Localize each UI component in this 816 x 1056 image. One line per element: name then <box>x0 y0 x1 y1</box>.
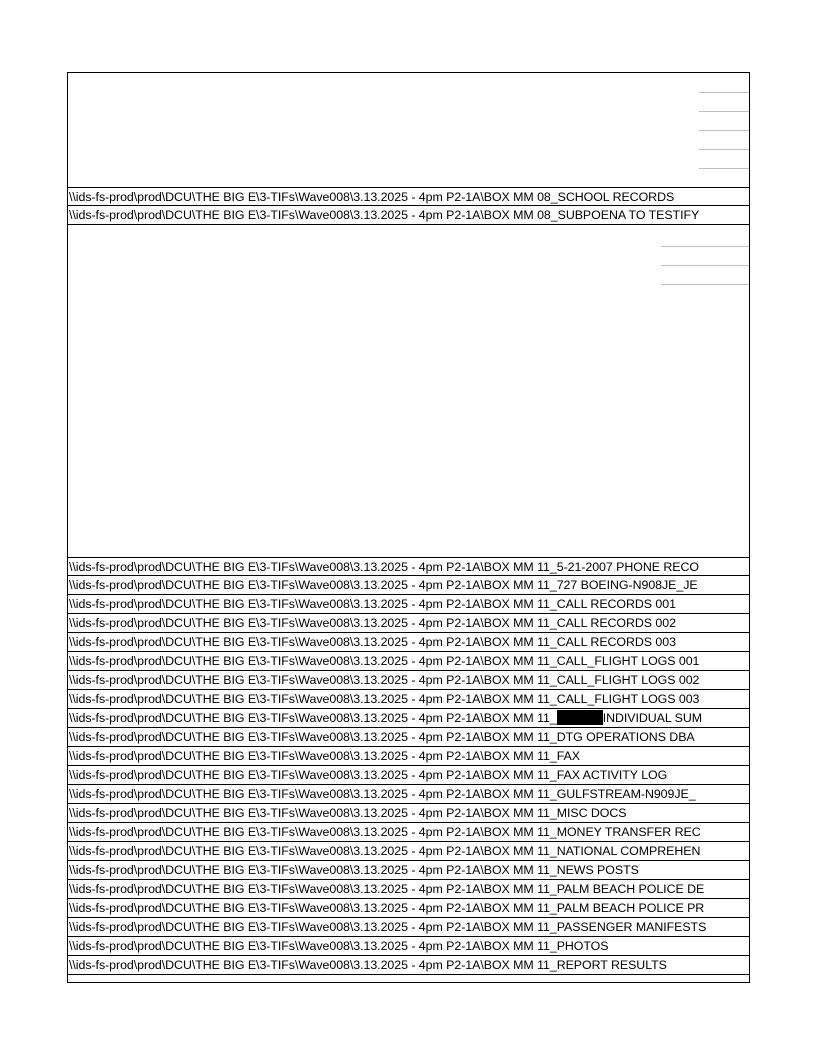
file-path-text <box>69 577 698 594</box>
file-name: NEWS POSTS <box>556 863 639 877</box>
file-name: SUBPOENA TO TESTIFY <box>557 208 700 222</box>
file-path-row <box>68 728 749 747</box>
file-path-sheet <box>67 72 750 983</box>
folder-path: \\ids-fs-prod\prod\DCU\THE BIG E\3-TIFs\Wave008\3.13.2025 - 4pm P2-1A\BOX MM 11_ <box>69 711 557 725</box>
file-name: PALM BEACH POLICE DE <box>556 882 705 896</box>
file-name: REPORT RESULTS <box>556 958 667 972</box>
file-path-text <box>69 824 701 841</box>
file-path-row <box>68 671 749 690</box>
gridline <box>699 130 749 131</box>
file-path-row <box>68 595 749 614</box>
file-name: CALL RECORDS 001 <box>556 597 676 611</box>
file-path-row <box>68 937 749 956</box>
file-name: PASSENGER MANIFESTS <box>556 920 707 934</box>
file-path-row <box>68 187 749 206</box>
file-name: CALL_FLIGHT LOGS 002 <box>556 673 700 687</box>
file-path-row <box>68 956 749 975</box>
folder-path: \\ids-fs-prod\prod\DCU\THE BIG E\3-TIFs\Wave008\3.13.2025 - 4pm P2-1A\BOX MM 11_ <box>69 635 557 649</box>
gridline <box>661 265 749 266</box>
file-name: PALM BEACH POLICE PR <box>556 901 705 915</box>
file-path-row <box>68 690 749 709</box>
file-path-row <box>68 576 749 595</box>
file-path-row <box>68 206 749 225</box>
file-path-row <box>68 652 749 671</box>
gridline <box>699 111 749 112</box>
folder-path: \\ids-fs-prod\prod\DCU\THE BIG E\3-TIFs\Wave008\3.13.2025 - 4pm P2-1A\BOX MM 11_ <box>69 616 557 630</box>
file-path-text <box>69 672 699 689</box>
file-path-row <box>68 861 749 880</box>
file-name: INDIVIDUAL SUM <box>602 711 703 725</box>
file-path-text <box>69 843 700 860</box>
file-path-text <box>69 862 639 879</box>
gridline <box>661 284 749 285</box>
file-path-text <box>69 786 696 803</box>
file-path-text <box>69 710 702 727</box>
file-path-text <box>69 615 676 632</box>
file-path-row <box>68 614 749 633</box>
file-name: DTG OPERATIONS DBA <box>556 730 695 744</box>
file-name: SCHOOL RECORDS <box>557 190 675 204</box>
gridline <box>661 246 749 247</box>
folder-path: \\ids-fs-prod\prod\DCU\THE BIG E\3-TIFs\Wave008\3.13.2025 - 4pm P2-1A\BOX MM 11_ <box>69 730 557 744</box>
file-path-text <box>69 919 706 936</box>
file-path-text <box>69 900 704 917</box>
file-path-row <box>68 633 749 652</box>
folder-path: \\ids-fs-prod\prod\DCU\THE BIG E\3-TIFs\Wave008\3.13.2025 - 4pm P2-1A\BOX MM 11_ <box>69 578 557 592</box>
folder-path: \\ids-fs-prod\prod\DCU\THE BIG E\3-TIFs\Wave008\3.13.2025 - 4pm P2-1A\BOX MM 11_ <box>69 560 557 574</box>
file-path-row <box>68 785 749 804</box>
gridline <box>699 149 749 150</box>
folder-path: \\ids-fs-prod\prod\DCU\THE BIG E\3-TIFs\Wave008\3.13.2025 - 4pm P2-1A\BOX MM 11_ <box>69 597 557 611</box>
folder-path: \\ids-fs-prod\prod\DCU\THE BIG E\3-TIFs\Wave008\3.13.2025 - 4pm P2-1A\BOX MM 11_ <box>69 863 557 877</box>
file-path-row <box>68 804 749 823</box>
file-path-row <box>68 899 749 918</box>
file-name: GULFSTREAM-N909JE_ <box>556 787 696 801</box>
file-path-text <box>69 207 699 224</box>
file-path-text <box>69 634 676 651</box>
folder-path: \\ids-fs-prod\prod\DCU\THE BIG E\3-TIFs\Wave008\3.13.2025 - 4pm P2-1A\BOX MM 11_ <box>69 692 557 706</box>
file-path-row <box>68 766 749 785</box>
folder-path: \\ids-fs-prod\prod\DCU\THE BIG E\3-TIFs\Wave008\3.13.2025 - 4pm P2-1A\BOX MM 11_ <box>69 749 557 763</box>
file-name: FAX ACTIVITY LOG <box>556 768 668 782</box>
file-name: CALL_FLIGHT LOGS 001 <box>556 654 700 668</box>
folder-path: \\ids-fs-prod\prod\DCU\THE BIG E\3-TIFs\Wave008\3.13.2025 - 4pm P2-1A\BOX MM 11_ <box>69 673 557 687</box>
file-path-text <box>69 691 699 708</box>
file-path-text <box>69 957 667 974</box>
file-path-text <box>69 938 609 955</box>
file-path-text <box>69 729 695 746</box>
folder-path: \\ids-fs-prod\prod\DCU\THE BIG E\3-TIFs\Wave008\3.13.2025 - 4pm P2-1A\BOX MM 11_ <box>69 844 557 858</box>
file-path-text <box>69 748 580 765</box>
file-path-row <box>68 918 749 937</box>
file-path-row <box>68 842 749 861</box>
file-path-row <box>68 823 749 842</box>
file-path-row <box>68 709 749 728</box>
folder-path: \\ids-fs-prod\prod\DCU\THE BIG E\3-TIFs\Wave008\3.13.2025 - 4pm P2-1A\BOX MM 11_ <box>69 882 557 896</box>
file-name: PHOTOS <box>556 939 609 953</box>
file-path-row <box>68 557 749 576</box>
redaction-bar <box>557 710 603 725</box>
file-name: CALL RECORDS 003 <box>556 635 676 649</box>
file-path-text <box>69 805 626 822</box>
file-name: CALL RECORDS 002 <box>556 616 676 630</box>
folder-path: \\ids-fs-prod\prod\DCU\THE BIG E\3-TIFs\Wave008\3.13.2025 - 4pm P2-1A\BOX MM 11_ <box>69 654 557 668</box>
file-path-text <box>69 596 676 613</box>
file-path-text <box>69 881 704 898</box>
file-name: 5-21-2007 PHONE RECO <box>556 560 699 574</box>
folder-path: \\ids-fs-prod\prod\DCU\THE BIG E\3-TIFs\Wave008\3.13.2025 - 4pm P2-1A\BOX MM 11_ <box>69 806 557 820</box>
file-path-row <box>68 747 749 766</box>
gridline <box>699 92 749 93</box>
file-name: NATIONAL COMPREHEN <box>556 844 701 858</box>
file-name: CALL_FLIGHT LOGS 003 <box>556 692 700 706</box>
file-name: FAX <box>556 749 580 763</box>
file-name: MISC DOCS <box>556 806 627 820</box>
folder-path: \\ids-fs-prod\prod\DCU\THE BIG E\3-TIFs\Wave008\3.13.2025 - 4pm P2-1A\BOX MM 11_ <box>69 958 557 972</box>
folder-path: \\ids-fs-prod\prod\DCU\THE BIG E\3-TIFs\Wave008\3.13.2025 - 4pm P2-1A\BOX MM 11_ <box>69 920 557 934</box>
file-name: 727 BOEING-N908JE_JE <box>556 578 698 592</box>
folder-path: \\ids-fs-prod\prod\DCU\THE BIG E\3-TIFs\Wave008\3.13.2025 - 4pm P2-1A\BOX MM 08_ <box>69 190 558 204</box>
file-path-text <box>69 767 667 784</box>
folder-path: \\ids-fs-prod\prod\DCU\THE BIG E\3-TIFs\Wave008\3.13.2025 - 4pm P2-1A\BOX MM 11_ <box>69 825 557 839</box>
right-border-gap <box>747 289 750 559</box>
folder-path: \\ids-fs-prod\prod\DCU\THE BIG E\3-TIFs\Wave008\3.13.2025 - 4pm P2-1A\BOX MM 11_ <box>69 787 557 801</box>
folder-path: \\ids-fs-prod\prod\DCU\THE BIG E\3-TIFs\Wave008\3.13.2025 - 4pm P2-1A\BOX MM 08_ <box>69 208 558 222</box>
folder-path: \\ids-fs-prod\prod\DCU\THE BIG E\3-TIFs\Wave008\3.13.2025 - 4pm P2-1A\BOX MM 11_ <box>69 901 557 915</box>
file-path-text <box>69 653 699 670</box>
file-name: MONEY TRANSFER REC <box>556 825 701 839</box>
file-path-row <box>68 880 749 899</box>
file-path-text <box>69 559 699 576</box>
file-path-text <box>69 189 674 206</box>
folder-path: \\ids-fs-prod\prod\DCU\THE BIG E\3-TIFs\Wave008\3.13.2025 - 4pm P2-1A\BOX MM 11_ <box>69 939 557 953</box>
gridline <box>699 168 749 169</box>
folder-path: \\ids-fs-prod\prod\DCU\THE BIG E\3-TIFs\Wave008\3.13.2025 - 4pm P2-1A\BOX MM 11_ <box>69 768 557 782</box>
